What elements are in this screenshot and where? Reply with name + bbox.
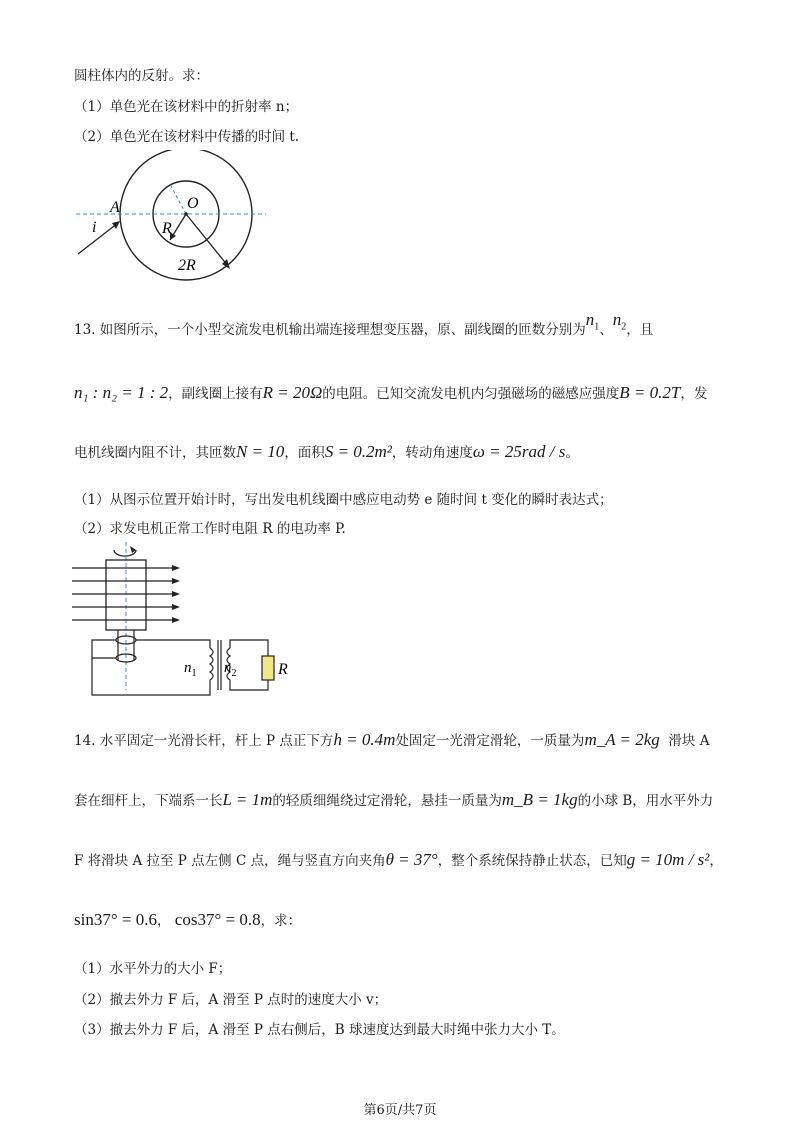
label-n1: $n_1$: [184, 660, 197, 679]
q13-figure-generator-transformer: [66, 540, 306, 700]
label-n2: $n_2$: [224, 660, 237, 679]
q14-line4: sin37° = 0.6， cos37° = 0.8，求：: [74, 910, 302, 929]
label-R: R: [162, 220, 172, 237]
q14-part2: （2）撤去外力 F 后，A 滑至 P 点时的速度大小 v；: [74, 992, 388, 1008]
q14-line1: 14. 水平固定一光滑长杆，杆上 P 点正下方h = 0.4m处固定一光滑定滑轮，一质量为m_A = 2kg 滑块 A: [74, 730, 710, 749]
q14-part1: （1）水平外力的大小 F；: [74, 961, 232, 977]
q14-line3: F 将滑块 A 拉至 P 点左侧 C 点，绳与竖直方向夹角θ = 37°，整个系统保持静止状态，已知g = 10m / s²，: [74, 850, 723, 869]
q13-part2: （2）求发电机正常工作时电阻 R 的电功率 P.: [74, 521, 346, 537]
page-footer: 第6页/共7页: [363, 1103, 437, 1118]
label-O: O: [187, 195, 199, 212]
q13-part1: （1）从图示位置开始计时，写出发电机线圈中感应电动势 e 随时间 t 变化的瞬时表达式；: [74, 492, 613, 508]
label-i: i: [92, 219, 97, 236]
q14-line2: 套在细杆上，下端系一长L = 1m的轻质细绳绕过定滑轮，悬挂一质量为m_B = 1kg的小球 B，用水平外力: [74, 790, 714, 809]
q12-figure-concentric-circles: [70, 150, 270, 285]
label-R: R: [278, 661, 288, 678]
q13-line1: 13. 如图所示，一个小型交流发电机输出端连接理想变压器，原、副线圈的匝数分别为$n_1$、$n_2$，且: [74, 310, 654, 338]
q13-line3: 电机线圈内阻不计，其匝数N = 10，面积S = 0.2m²，转动角速度ω = 25rad / s。: [74, 442, 579, 461]
q12-part1: （1）单色光在该材料中的折射率 n；: [74, 99, 299, 115]
q14-part3: （3）撤去外力 F 后，A 滑至 P 点右侧后，B 球速度达到最大时绳中张力大小 T。: [74, 1022, 565, 1038]
label-2R: 2R: [178, 257, 196, 274]
q12-intro-line: 圆柱体内的反射。求：: [74, 68, 209, 84]
label-A: A: [110, 199, 120, 216]
resistor-symbol: [262, 656, 274, 680]
q13-line2: n₁ : n₂ = 1 : 2，副线圈上接有R = 20Ω的电阻。已知交流发电机内匀强磁场的磁感应强度B = 0.2T，发: [74, 383, 708, 402]
q12-part2: （2）单色光在该材料中传播的时间 t.: [74, 129, 300, 145]
